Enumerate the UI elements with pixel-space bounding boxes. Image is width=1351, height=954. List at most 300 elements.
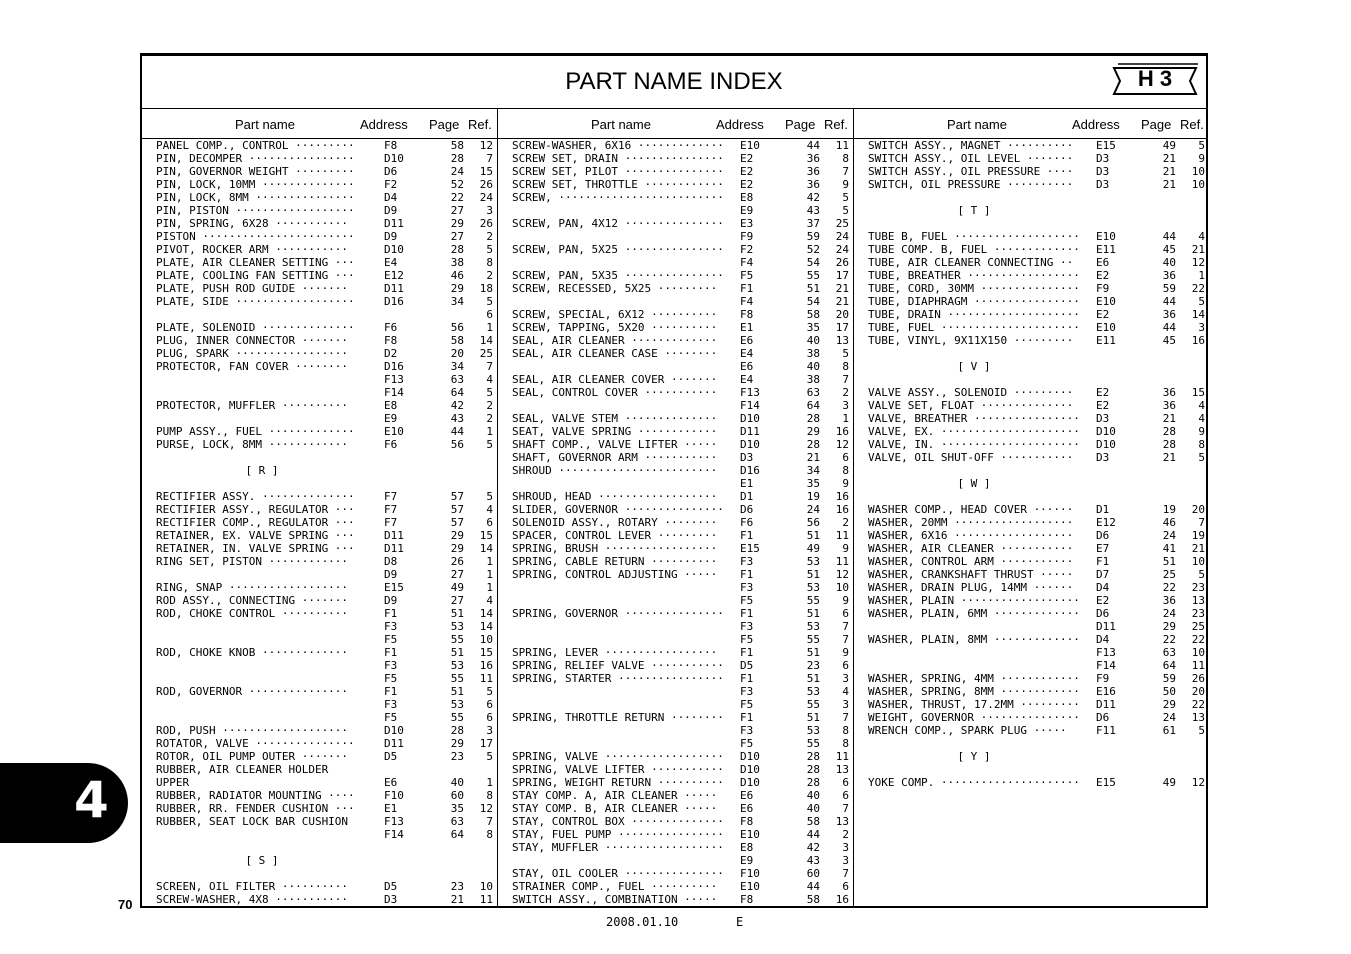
index-entry — [142, 581, 497, 594]
page-ref: 23 — [806, 659, 820, 672]
index-entry — [498, 178, 853, 191]
page-ref: 53 — [450, 620, 464, 633]
part-name: WASHER, PLAIN ·················· — [868, 594, 1080, 607]
part-name: WASHER, DRAIN PLUG, 14MM ······ — [868, 581, 1074, 594]
part-name: STAY, FUEL PUMP ················ — [512, 828, 724, 841]
address: F3 — [384, 698, 398, 711]
page-ref: 41 — [1162, 542, 1176, 555]
page-ref: 29 — [1162, 620, 1176, 633]
address: F7 — [384, 516, 398, 529]
index-column-3 — [854, 109, 1208, 906]
section-letter-heading — [854, 204, 1208, 217]
address: D6 — [740, 503, 754, 516]
page-ref: 40 — [806, 360, 820, 373]
ref-number: 8 — [842, 464, 849, 477]
address: D8 — [384, 555, 398, 568]
ref-number: 1 — [486, 321, 493, 334]
ref-number: 2 — [842, 516, 849, 529]
index-entry — [142, 217, 497, 230]
address: D16 — [384, 295, 404, 308]
index-entry — [142, 789, 497, 802]
ref-number: 1 — [486, 568, 493, 581]
index-entry — [854, 568, 1208, 581]
ref-number: 4 — [486, 373, 493, 386]
part-name: SHROUD, HEAD ·················· — [512, 490, 718, 503]
part-name: PLATE, SOLENOID ·············· — [156, 321, 355, 334]
ref-number: 12 — [479, 139, 493, 152]
page-ref: 55 — [450, 672, 464, 685]
part-name: SCREW, PAN, 5X25 ··············· — [512, 243, 724, 256]
page-ref: 38 — [806, 347, 820, 360]
part-name: VALVE, OIL SHUT-OFF ··········· — [868, 451, 1074, 464]
index-entry — [854, 607, 1208, 620]
page-ref: 28 — [806, 750, 820, 763]
address: D9 — [384, 230, 398, 243]
address: D5 — [740, 659, 754, 672]
page-ref: 55 — [806, 698, 820, 711]
index-entry — [498, 737, 853, 750]
index-entry — [498, 256, 853, 269]
ref-number: 26 — [479, 178, 493, 191]
index-entry — [498, 334, 853, 347]
address: F1 — [740, 529, 754, 542]
column-header — [854, 109, 1208, 139]
part-name: PIN, LOCK, 10MM ·············· — [156, 178, 355, 191]
page-ref: 28 — [806, 763, 820, 776]
ref-number: 6 — [486, 698, 493, 711]
ref-number: 19 — [1191, 529, 1205, 542]
part-name: PURSE, LOCK, 8MM ············ — [156, 438, 349, 451]
index-entry — [142, 555, 497, 568]
page-ref: 44 — [1162, 321, 1176, 334]
part-name: STRAINER COMP., FUEL ·········· — [512, 880, 718, 893]
ref-number: 15 — [479, 165, 493, 178]
address: E9 — [384, 412, 398, 425]
address: E2 — [1096, 386, 1110, 399]
page-ref: 58 — [806, 893, 820, 906]
index-entry — [498, 581, 853, 594]
part-name: RUBBER, RADIATOR MOUNTING ···· — [156, 789, 355, 802]
section-letter: [ V ] — [957, 360, 991, 373]
header-page: Page — [785, 117, 816, 132]
page-ref: 24 — [450, 165, 464, 178]
part-name: SCREW, PAN, 4X12 ··············· — [512, 217, 724, 230]
ref-number: 12 — [1191, 776, 1205, 789]
page-ref: 50 — [1162, 685, 1176, 698]
index-entry — [854, 152, 1208, 165]
index-entry — [142, 672, 497, 685]
part-name: RECTIFIER ASSY. ·············· — [156, 490, 355, 503]
part-name: PLATE, SIDE ·················· — [156, 295, 355, 308]
index-entry — [498, 191, 853, 204]
ref-number: 16 — [479, 659, 493, 672]
address: E2 — [1096, 308, 1110, 321]
index-entry — [142, 139, 497, 152]
address: D10 — [740, 438, 760, 451]
index-entry — [498, 412, 853, 425]
ref-number: 5 — [486, 243, 493, 256]
index-entry — [498, 815, 853, 828]
ref-number: 24 — [835, 230, 849, 243]
part-name: WASHER, SPRING, 8MM ············ — [868, 685, 1080, 698]
address: D3 — [1096, 152, 1110, 165]
address: F8 — [740, 893, 754, 906]
address: F13 — [1096, 646, 1116, 659]
ref-number: 1 — [486, 581, 493, 594]
part-name: SPRING, RELIEF VALVE ··········· — [512, 659, 724, 672]
index-entry — [142, 425, 497, 438]
ref-number: 6 — [486, 516, 493, 529]
page-ref: 53 — [806, 620, 820, 633]
address: D9 — [384, 568, 398, 581]
ref-number: 4 — [486, 594, 493, 607]
column-header — [142, 109, 497, 139]
index-entry — [854, 321, 1208, 334]
page-ref: 21 — [1162, 451, 1176, 464]
page-ref: 44 — [806, 828, 820, 841]
address: F1 — [740, 282, 754, 295]
ref-number: 22 — [1191, 698, 1205, 711]
address: E7 — [1096, 542, 1110, 555]
address: F5 — [740, 698, 754, 711]
index-entry — [854, 165, 1208, 178]
part-name: ROD, PUSH ··················· — [156, 724, 349, 737]
ref-number: 7 — [486, 152, 493, 165]
address: E2 — [1096, 269, 1110, 282]
part-name: SWITCH, OIL PRESSURE ·········· — [868, 178, 1074, 191]
ref-number: 15 — [479, 646, 493, 659]
part-name: PROTECTOR, MUFFLER ·········· — [156, 399, 349, 412]
header-part-name: Part name — [591, 117, 651, 132]
page-ref: 21 — [1162, 152, 1176, 165]
address: F3 — [740, 724, 754, 737]
part-name: RUBBER, RR. FENDER CUSHION ··· — [156, 802, 355, 815]
ref-number: 3 — [842, 698, 849, 711]
index-entry — [498, 516, 853, 529]
part-name: SWITCH ASSY., OIL LEVEL ······· — [868, 152, 1074, 165]
index-entry — [142, 828, 497, 841]
ref-number: 14 — [479, 620, 493, 633]
address: D3 — [740, 451, 754, 464]
page-ref: 49 — [806, 542, 820, 555]
index-entry — [854, 503, 1208, 516]
address: D6 — [1096, 711, 1110, 724]
address: F1 — [740, 568, 754, 581]
page-ref: 27 — [450, 204, 464, 217]
section-letter: [ W ] — [957, 477, 991, 490]
address: F4 — [740, 256, 754, 269]
index-entry — [498, 139, 853, 152]
address: E6 — [740, 802, 754, 815]
address: F1 — [740, 672, 754, 685]
ref-number: 11 — [479, 672, 493, 685]
page-ref: 51 — [450, 646, 464, 659]
address: D3 — [1096, 178, 1110, 191]
index-entry — [498, 724, 853, 737]
index-entry — [142, 256, 497, 269]
index-entry — [142, 737, 497, 750]
index-entry — [854, 438, 1208, 451]
ref-number: 5 — [486, 685, 493, 698]
address: D3 — [1096, 165, 1110, 178]
ref-number: 21 — [1191, 243, 1205, 256]
ref-number: 4 — [1198, 412, 1205, 425]
index-entry — [854, 295, 1208, 308]
header-part-name: Part name — [235, 117, 295, 132]
index-entry — [498, 490, 853, 503]
index-entry — [854, 659, 1208, 672]
ref-number: 25 — [479, 347, 493, 360]
address: F1 — [740, 607, 754, 620]
ref-number: 2 — [486, 412, 493, 425]
index-entry — [142, 308, 497, 321]
index-entry — [498, 464, 853, 477]
page-ref: 19 — [1162, 503, 1176, 516]
index-entry — [142, 451, 497, 464]
address: D4 — [1096, 633, 1110, 646]
address: F2 — [740, 243, 754, 256]
index-entry — [854, 256, 1208, 269]
ref-number: 2 — [486, 230, 493, 243]
address: E11 — [1096, 243, 1116, 256]
index-entry — [142, 841, 497, 854]
index-entry — [142, 698, 497, 711]
part-name: SEAL, AIR CLEANER ············· — [512, 334, 718, 347]
address: F1 — [384, 607, 398, 620]
header-page: Page — [1141, 117, 1172, 132]
address: F14 — [384, 386, 404, 399]
ref-number: 6 — [842, 880, 849, 893]
address: D11 — [740, 425, 760, 438]
part-name: SCREW SET, DRAIN ··············· — [512, 152, 724, 165]
part-name: PIN, DECOMPER ················ — [156, 152, 355, 165]
index-entry — [142, 360, 497, 373]
ref-number: 23 — [1191, 607, 1205, 620]
ref-number: 7 — [842, 633, 849, 646]
ref-number: 8 — [842, 724, 849, 737]
part-name: RING SET, PISTON ············ — [156, 555, 349, 568]
page-ref: 43 — [450, 412, 464, 425]
address: D3 — [1096, 451, 1110, 464]
index-entry — [854, 412, 1208, 425]
part-name: SEAL, AIR CLEANER CASE ········ — [512, 347, 718, 360]
ref-number: 5 — [1198, 568, 1205, 581]
page-ref: 28 — [450, 152, 464, 165]
index-entry — [498, 230, 853, 243]
index-entry — [498, 451, 853, 464]
ref-number: 10 — [1191, 555, 1205, 568]
part-name: VALVE, IN. ····················· — [868, 438, 1080, 451]
ref-number: 3 — [842, 841, 849, 854]
address: E8 — [740, 841, 754, 854]
ref-number: 6 — [842, 607, 849, 620]
index-entry — [854, 282, 1208, 295]
ref-number: 2 — [842, 386, 849, 399]
ref-number: 6 — [842, 659, 849, 672]
address: D1 — [1096, 503, 1110, 516]
section-letter: [ T ] — [957, 204, 991, 217]
index-entry — [854, 581, 1208, 594]
index-entry — [498, 165, 853, 178]
index-entry — [498, 763, 853, 776]
address: E12 — [1096, 516, 1116, 529]
address: E2 — [740, 152, 754, 165]
address: F14 — [384, 828, 404, 841]
part-name: WASHER COMP., HEAD COVER ······ — [868, 503, 1074, 516]
part-name: TUBE, DIAPHRAGM ················ — [868, 295, 1080, 308]
index-entry — [498, 438, 853, 451]
part-name: SCREW, SPECIAL, 6X12 ·········· — [512, 308, 718, 321]
index-entry — [498, 659, 853, 672]
page-ref: 22 — [1162, 581, 1176, 594]
part-name: SPRING, CONTROL ADJUSTING ····· — [512, 568, 718, 581]
index-entry — [142, 503, 497, 516]
page-ref: 27 — [450, 568, 464, 581]
part-name: PIN, PISTON ·················· — [156, 204, 355, 217]
address: D10 — [384, 724, 404, 737]
index-entry — [854, 139, 1208, 152]
address: F5 — [384, 672, 398, 685]
page-ref: 58 — [450, 139, 464, 152]
ref-number: 5 — [1198, 295, 1205, 308]
footer-code: E — [736, 915, 744, 929]
page-ref: 35 — [806, 321, 820, 334]
ref-number: 1 — [1198, 269, 1205, 282]
index-entry — [854, 347, 1208, 360]
index-entry — [142, 646, 497, 659]
page-ref: 40 — [806, 802, 820, 815]
page-ref: 29 — [450, 542, 464, 555]
page-ref: 24 — [1162, 607, 1176, 620]
index-entry — [142, 399, 497, 412]
ref-number: 6 — [842, 451, 849, 464]
address: E1 — [384, 802, 398, 815]
part-name: SEAL, CONTROL COVER ··········· — [512, 386, 718, 399]
address: E10 — [1096, 321, 1116, 334]
address: F5 — [740, 633, 754, 646]
address: D1 — [740, 490, 754, 503]
page-ref: 28 — [806, 412, 820, 425]
ref-number: 8 — [486, 256, 493, 269]
part-name: SHAFT, GOVERNOR ARM ··········· — [512, 451, 718, 464]
page-ref: 55 — [806, 737, 820, 750]
part-name: SCREW SET, PILOT ··············· — [512, 165, 724, 178]
index-entry — [854, 334, 1208, 347]
page-ref: 55 — [450, 711, 464, 724]
part-name: SEAT, VALVE SPRING ············ — [512, 425, 718, 438]
index-entry — [498, 321, 853, 334]
ref-number: 10 — [1191, 165, 1205, 178]
index-entry — [142, 269, 497, 282]
address: F13 — [384, 373, 404, 386]
address: D9 — [384, 594, 398, 607]
ref-number: 4 — [842, 685, 849, 698]
ref-number: 17 — [479, 737, 493, 750]
header-address: Address — [360, 117, 408, 132]
page-ref: 36 — [806, 178, 820, 191]
part-name: WEIGHT, GOVERNOR ··············· — [868, 711, 1080, 724]
address: F9 — [1096, 672, 1110, 685]
page-ref: 53 — [806, 581, 820, 594]
section-letter: [ S ] — [245, 854, 279, 867]
ref-number: 7 — [842, 165, 849, 178]
page-ref: 60 — [806, 867, 820, 880]
page-ref: 63 — [1162, 646, 1176, 659]
index-entry — [142, 711, 497, 724]
ref-number: 14 — [479, 542, 493, 555]
address: D2 — [384, 347, 398, 360]
address: E6 — [384, 776, 398, 789]
address: F5 — [740, 594, 754, 607]
page-ref: 34 — [450, 295, 464, 308]
page-ref: 36 — [1162, 386, 1176, 399]
part-name: STAY, OIL COOLER ··············· — [512, 867, 724, 880]
address: E15 — [740, 542, 760, 555]
ref-number: 22 — [1191, 633, 1205, 646]
ref-number: 9 — [842, 594, 849, 607]
part-name: WASHER, CONTROL ARM ··········· — [868, 555, 1074, 568]
page-ref: 21 — [1162, 178, 1176, 191]
address: E9 — [740, 854, 754, 867]
index-entry — [498, 295, 853, 308]
chapter-tab — [0, 763, 128, 843]
page-ref: 36 — [1162, 269, 1176, 282]
ref-number: 21 — [1191, 542, 1205, 555]
ref-number: 16 — [835, 503, 849, 516]
ref-number: 10 — [479, 633, 493, 646]
page-ref: 59 — [806, 230, 820, 243]
address: F2 — [384, 178, 398, 191]
ref-number: 14 — [1191, 308, 1205, 321]
page-ref: 28 — [1162, 438, 1176, 451]
page-ref: 29 — [1162, 698, 1176, 711]
page-ref: 57 — [450, 516, 464, 529]
address: D10 — [740, 776, 760, 789]
page-ref: 36 — [806, 152, 820, 165]
ref-number: 16 — [1191, 334, 1205, 347]
page-ref: 58 — [806, 815, 820, 828]
address: F3 — [740, 685, 754, 698]
section-badge — [1112, 62, 1198, 100]
index-entry — [142, 568, 497, 581]
index-entry — [142, 334, 497, 347]
ref-number: 6 — [842, 789, 849, 802]
page-ref: 28 — [806, 438, 820, 451]
part-name: PIN, LOCK, 8MM ··············· — [156, 191, 355, 204]
address: D6 — [384, 165, 398, 178]
page-ref: 28 — [450, 724, 464, 737]
address: F5 — [740, 737, 754, 750]
page-ref: 60 — [450, 789, 464, 802]
page-ref: 28 — [1162, 425, 1176, 438]
page-ref: 44 — [1162, 295, 1176, 308]
address: F3 — [740, 555, 754, 568]
index-entry — [498, 425, 853, 438]
page-ref: 44 — [1162, 230, 1176, 243]
address: E10 — [1096, 230, 1116, 243]
index-entry — [142, 386, 497, 399]
page-ref: 56 — [450, 438, 464, 451]
footer-date: 2008.01.10 — [606, 915, 679, 929]
part-name: PIN, GOVERNOR WEIGHT ········· — [156, 165, 355, 178]
index-entry — [854, 230, 1208, 243]
part-name: SPRING, VALVE LIFTER ··········· — [512, 763, 724, 776]
ref-number: 13 — [1191, 594, 1205, 607]
part-name: ROD, GOVERNOR ··············· — [156, 685, 349, 698]
index-entry — [498, 867, 853, 880]
header-part-name: Part name — [947, 117, 1007, 132]
ref-number: 12 — [835, 438, 849, 451]
